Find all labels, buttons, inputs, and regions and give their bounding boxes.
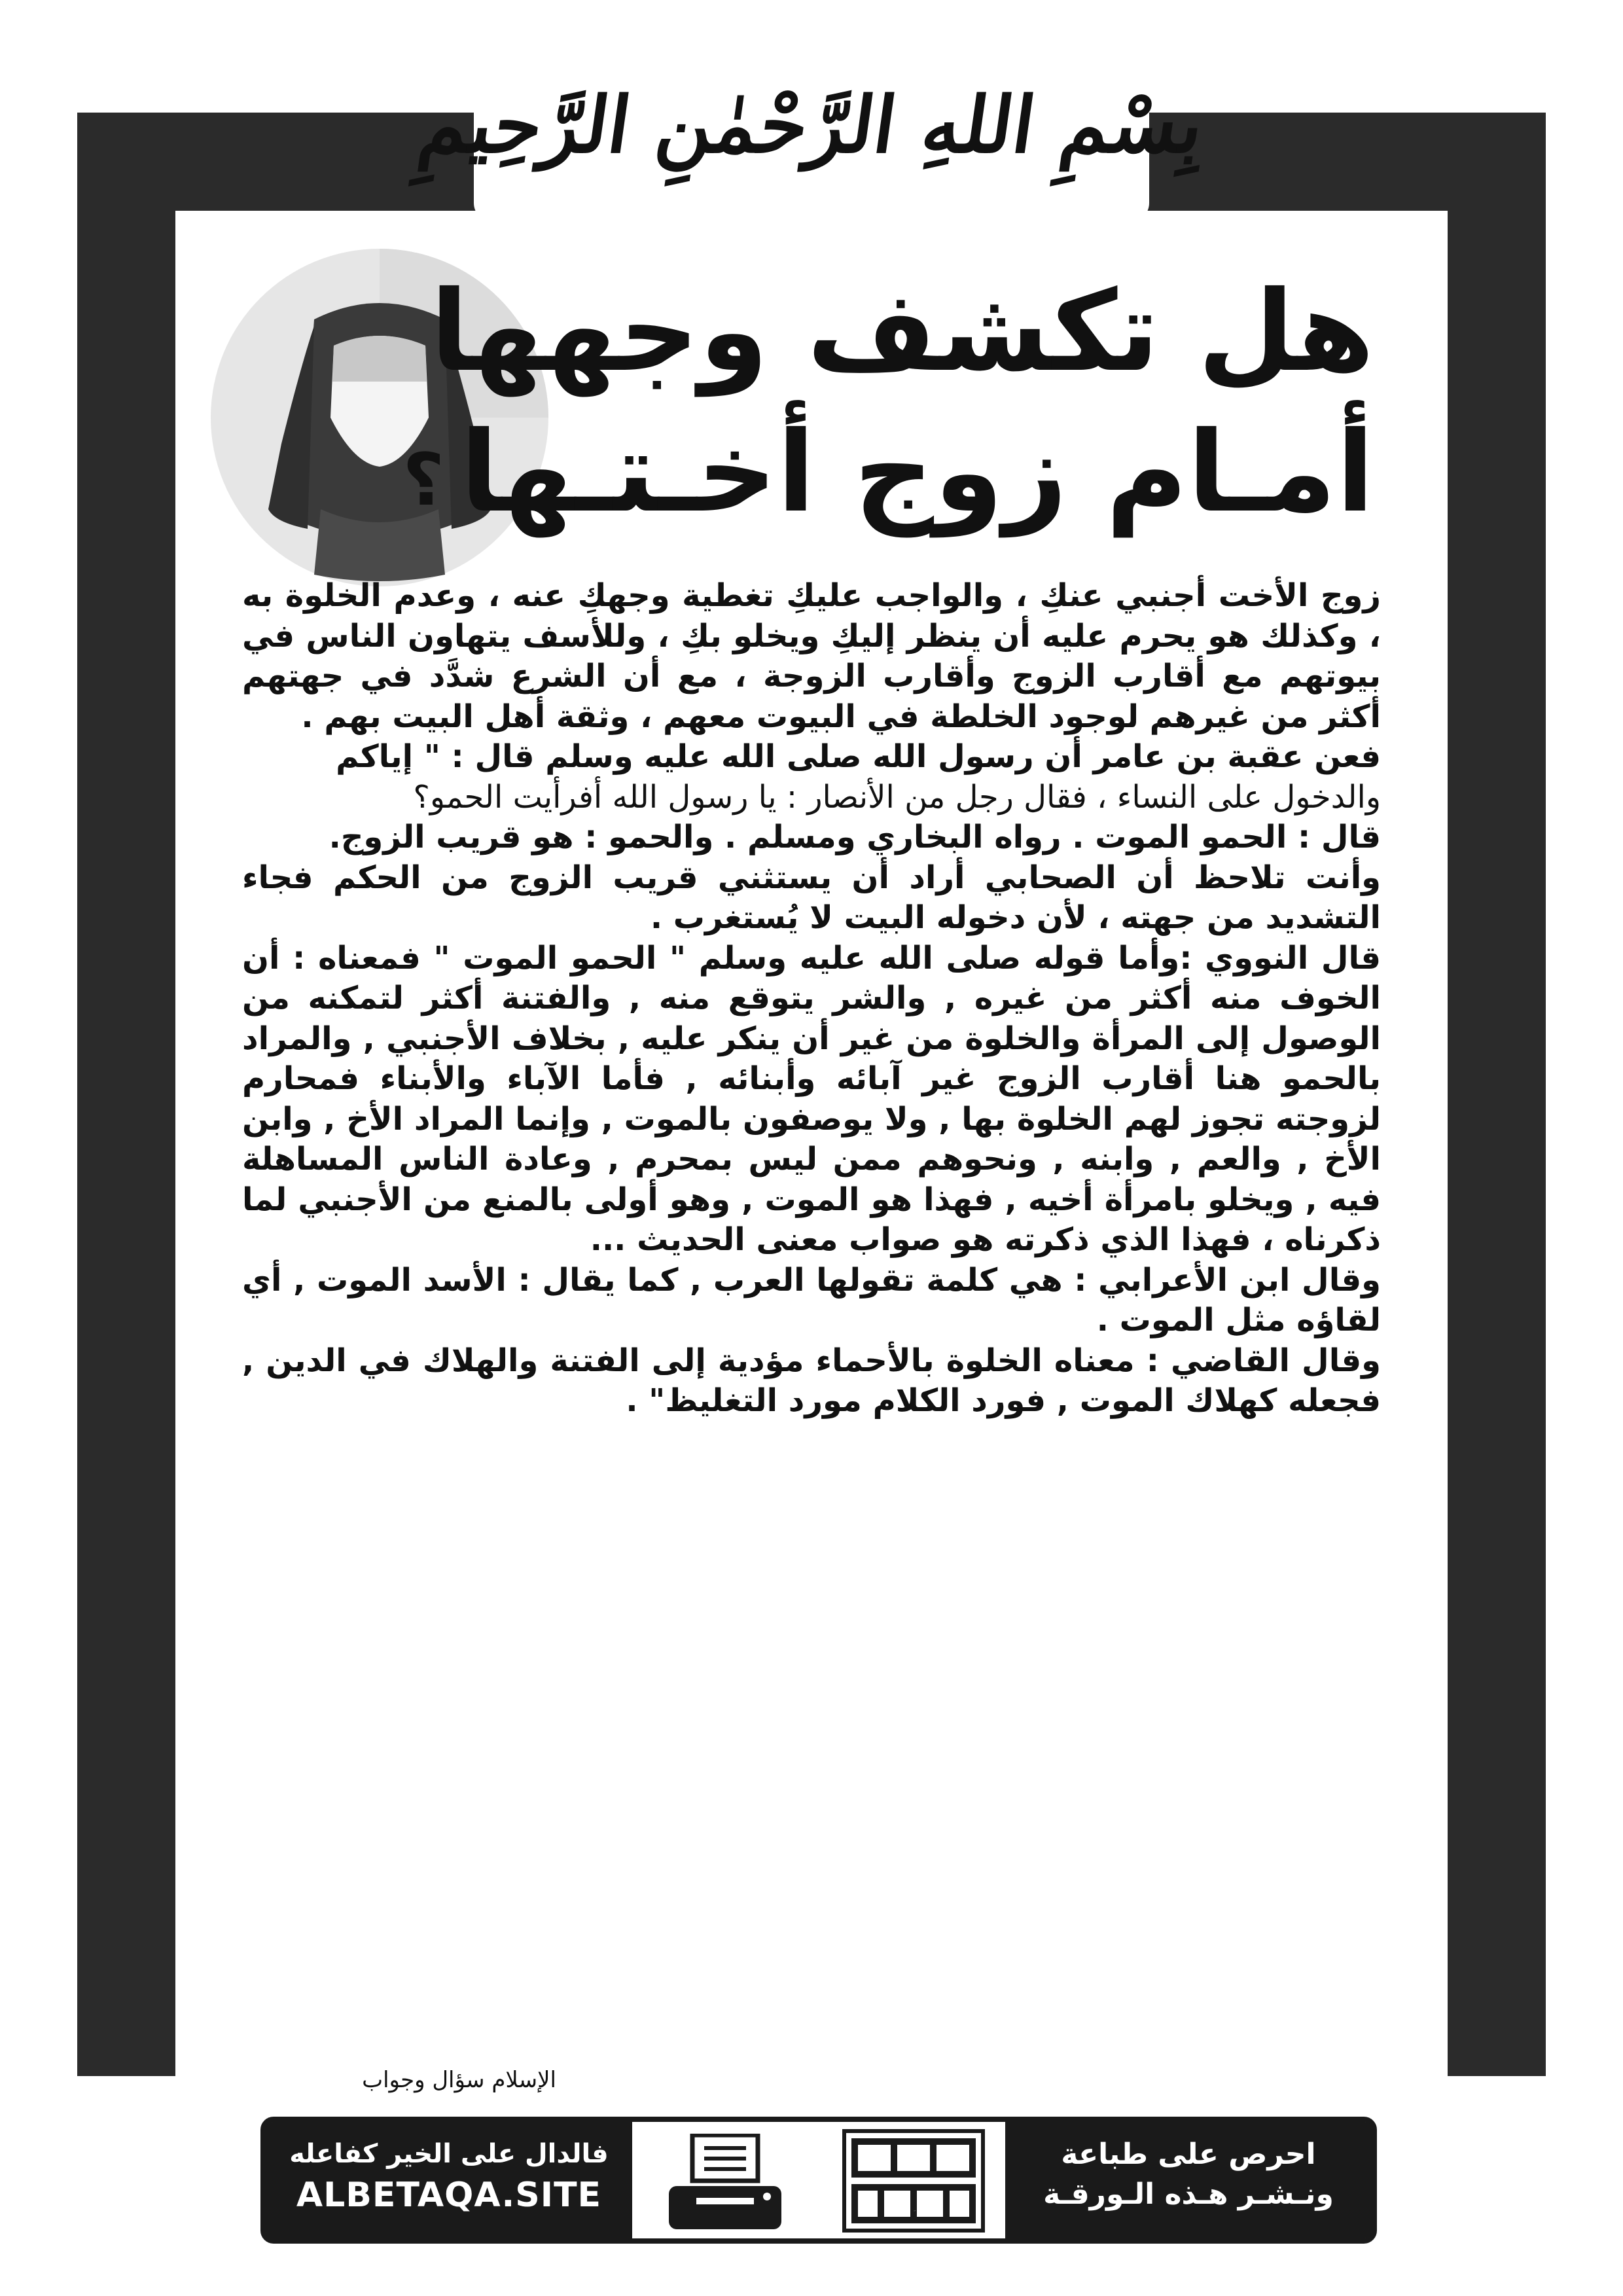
basmala-text: بِسْمِ اللهِ الرَّحْمٰنِ الرَّحِيمِ <box>413 79 1210 170</box>
footer-print-line-2: ونـشـر هـذه الـورقـة <box>1043 2178 1334 2211</box>
title-line-2-text: أمـام زوج أخـتـها <box>460 408 1374 537</box>
paragraph-1: زوج الأخت أجنبي عنكِ ، والواجب عليكِ تغطية وجهكِ عنه ، وعدم الخلوة به ، وكذلك هو يحرم عليه أن ينظر إليكِ ويخلو بكِ ، وللأسف يتهاون الناس في بيوتهم مع أقارب الزوج وأقارب الزوجة ، مع أن الشرع شدَّد في جهتهم أكثر من غيرهم لوجود الخلطة في البيوت معهم ، وثقة أهل البيت بهم . <box>242 577 1381 735</box>
footer-print-panel <box>1005 2122 1372 2238</box>
footer-website-link[interactable]: ALBETAQA.SITE <box>296 2176 602 2215</box>
source-citation: الإسلام سؤال وجواب <box>362 2067 556 2093</box>
paragraph-7: وقال ابن الأعرابي : هي كلمة تقولها العرب , كما يقال : الأسد الموت , أي لقاؤه مثل الموت . <box>242 1261 1381 1338</box>
footer-website-panel <box>266 2122 632 2238</box>
title-line-1: هل تكشف وجهها <box>430 267 1374 397</box>
basmala-header <box>413 26 1210 223</box>
title-line-2 <box>402 403 1374 550</box>
article-body <box>242 576 1381 1422</box>
paragraph-4: قال : الحمو الموت . رواه البخاري ومسلم . والحمو : هو قريب الزوج. <box>329 819 1381 855</box>
footer-proverb: فالدال على الخير كفاعله <box>289 2139 609 2169</box>
paragraph-6: قال النووي :وأما قوله صلى الله عليه وسلم " الحمو الموت " فمعناه : أن الخوف منه أكثر من غيره , والشر يتوقع منه , والفتنة أكثر لتمكنه من الوصول إلى المرأة والخلوة من غير أن ينكر عليه , بخلاف الأجنبي , والمراد بالحمو هنا أقارب الزوج غير آبائه وأبنائه , فأما الآباء والأبناء فمحارم لزوجته تجوز لهم الخلوة بها , ولا يوصفون بالموت , وإنما المراد الأخ , وابن الأخ , والعم , وابنه , ونحوهم ممن ليس بمحرم , وعادة الناس المساهلة فيه , ويخلو بامرأة أخيه , فهذا هو الموت , وهو أولى بالمنع من الأجنبي لما ذكرناه ، فهذا الذي ذكرته هو صواب معنى الحديث ... <box>242 939 1381 1258</box>
paragraph-5: وأنت تلاحظ أن الصحابي أراد أن يستثني قريب الزوج من الحكم فجاء التشديد من جهته ، لأن دخوله البيت لا يُستغرب . <box>242 859 1381 936</box>
paragraph-3: والدخول على النساء ، فقال رجل من الأنصار : يا رسول الله أفرأيت الحمو؟ <box>413 778 1381 816</box>
dawat-alwaraqa-logo <box>842 2128 986 2233</box>
logo-text-1: دعوة <box>914 2165 916 2166</box>
footer-bar <box>260 2117 1377 2244</box>
page-title <box>402 262 1374 550</box>
printer-icon <box>666 2134 784 2232</box>
title-question-mark: ؟ <box>402 438 445 522</box>
logo-text-2: الورقة <box>914 2211 916 2212</box>
paragraph-8: وقال القاضي : معناه الخلوة بالأحماء مؤدية إلى الفتنة والهلاك في الدين , فجعله كهلاك الموت , فورد الكلام مورد التغليظ" . <box>242 1342 1381 1419</box>
footer-print-line-1: احرص على طباعة <box>1061 2138 1316 2171</box>
paragraph-2: فعن عقبة بن عامر أن رسول الله صلى الله عليه وسلم قال : " إياكم <box>336 738 1381 775</box>
